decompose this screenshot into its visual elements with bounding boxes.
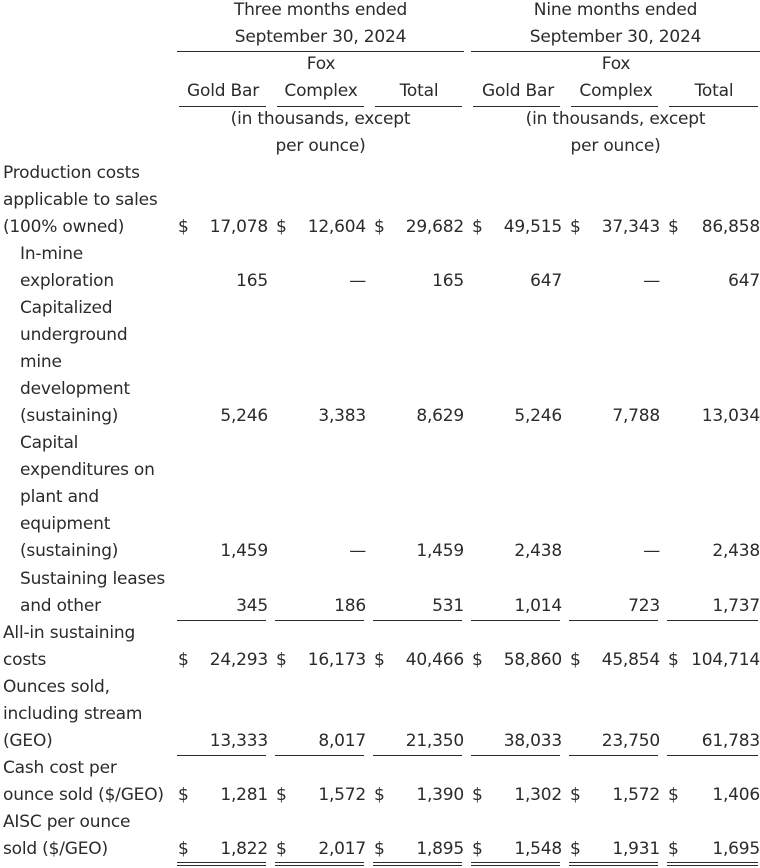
cell-value: 345 — [236, 596, 268, 616]
cell-value: — — [643, 271, 660, 291]
column-header-top: Fox — [601, 54, 631, 74]
row-label: All-in sustaining — [3, 623, 136, 643]
row-label: mine — [20, 352, 62, 372]
currency-symbol: $ — [374, 650, 385, 670]
currency-symbol: $ — [276, 839, 287, 859]
column-header: Total — [694, 81, 734, 101]
column-header: Gold Bar — [482, 81, 554, 101]
subtotal-rule — [471, 755, 560, 756]
period-heading-line1: Three months ended — [233, 0, 408, 20]
row-label: including stream — [3, 704, 143, 724]
cell-value: 165 — [432, 271, 464, 291]
currency-symbol: $ — [178, 217, 189, 237]
subtotal-rule — [275, 755, 364, 756]
cell-value: 1,459 — [416, 541, 464, 561]
column-header-top: Fox — [306, 54, 336, 74]
column-header: Total — [399, 81, 439, 101]
period-heading-line1: Nine months ended — [533, 0, 698, 20]
row-label: (sustaining) — [20, 406, 119, 426]
subtotal-rule — [373, 755, 462, 756]
subtotal-rule — [177, 620, 266, 621]
row-label: ounce sold ($/GEO) — [3, 785, 164, 805]
cell-value: 17,078 — [209, 217, 268, 237]
cell-value: 58,860 — [503, 650, 562, 670]
cell-value: 2,017 — [318, 839, 366, 859]
subtotal-rule — [471, 620, 560, 621]
cell-value: 29,682 — [405, 217, 464, 237]
cell-value: 13,333 — [209, 731, 268, 751]
row-label: expenditures on — [20, 460, 155, 480]
subtotal-rule — [569, 755, 658, 756]
total-double-rule — [373, 862, 462, 866]
cell-value: 38,033 — [503, 731, 562, 751]
row-label: and other — [20, 596, 101, 616]
subtotal-rule — [569, 620, 658, 621]
cell-value: 86,858 — [701, 217, 760, 237]
row-label: applicable to sales — [3, 190, 158, 210]
currency-symbol: $ — [276, 217, 287, 237]
cell-value: 1,548 — [514, 839, 562, 859]
cell-value: 5,246 — [220, 406, 268, 426]
cell-value: 531 — [432, 596, 464, 616]
currency-symbol: $ — [472, 839, 483, 859]
cell-value: 37,343 — [601, 217, 660, 237]
period-heading-line2: September 30, 2024 — [529, 27, 702, 47]
cell-value: 1,695 — [712, 839, 760, 859]
currency-symbol: $ — [178, 650, 189, 670]
cell-value: 1,931 — [612, 839, 660, 859]
row-label: equipment — [20, 514, 111, 534]
row-label: AISC per ounce — [3, 812, 131, 832]
currency-symbol: $ — [178, 839, 189, 859]
cell-value: 165 — [236, 271, 268, 291]
cell-value: 2,438 — [712, 541, 760, 561]
currency-symbol: $ — [570, 650, 581, 670]
total-double-rule — [471, 862, 560, 866]
currency-symbol: $ — [668, 217, 679, 237]
cell-value: 23,750 — [601, 731, 660, 751]
cell-value: 1,014 — [514, 596, 562, 616]
column-header: Complex — [284, 81, 358, 101]
cell-value: — — [349, 541, 366, 561]
subtotal-rule — [275, 620, 364, 621]
cell-value: 1,572 — [318, 785, 366, 805]
total-double-rule — [275, 862, 364, 866]
currency-symbol: $ — [374, 785, 385, 805]
subtotal-rule — [373, 620, 462, 621]
row-label: (GEO) — [3, 731, 53, 751]
cell-value: 12,604 — [307, 217, 366, 237]
cell-value: 1,302 — [514, 785, 562, 805]
cell-value: 5,246 — [514, 406, 562, 426]
cell-value: 1,390 — [416, 785, 464, 805]
total-double-rule — [569, 862, 658, 866]
currency-symbol: $ — [668, 785, 679, 805]
cell-value: — — [643, 541, 660, 561]
cell-value: 49,515 — [503, 217, 562, 237]
column-header: Complex — [579, 81, 653, 101]
subtotal-rule — [177, 755, 266, 756]
currency-symbol: $ — [570, 785, 581, 805]
subtotal-rule — [667, 755, 758, 756]
column-header: Gold Bar — [187, 81, 259, 101]
currency-symbol: $ — [276, 785, 287, 805]
cell-value: 1,406 — [712, 785, 760, 805]
cell-value: 24,293 — [209, 650, 268, 670]
currency-symbol: $ — [374, 839, 385, 859]
cell-value: 1,822 — [220, 839, 268, 859]
row-label: Capital — [20, 433, 79, 453]
currency-symbol: $ — [570, 839, 581, 859]
row-label: In-mine — [20, 244, 84, 264]
cell-value: 104,714 — [691, 650, 760, 670]
units-note-line2: per ounce) — [275, 136, 366, 156]
cell-value: 1,281 — [220, 785, 268, 805]
currency-symbol: $ — [570, 217, 581, 237]
cell-value: 40,466 — [405, 650, 464, 670]
cell-value: 8,017 — [318, 731, 366, 751]
currency-symbol: $ — [472, 217, 483, 237]
cell-value: 1,895 — [416, 839, 464, 859]
cell-value: 723 — [628, 596, 660, 616]
units-note-line2: per ounce) — [570, 136, 661, 156]
total-double-rule — [177, 862, 266, 866]
currency-symbol: $ — [668, 650, 679, 670]
cell-value: 1,459 — [220, 541, 268, 561]
row-label: plant and — [20, 487, 99, 507]
row-label: (sustaining) — [20, 541, 119, 561]
row-label: sold ($/GEO) — [3, 839, 108, 859]
cell-value: 61,783 — [701, 731, 760, 751]
cell-value: 647 — [728, 271, 760, 291]
row-label: exploration — [20, 271, 114, 291]
units-note-line1: (in thousands, except — [230, 109, 411, 129]
cell-value: 8,629 — [416, 406, 464, 426]
units-note-line1: (in thousands, except — [525, 109, 706, 129]
cell-value: 13,034 — [701, 406, 760, 426]
currency-symbol: $ — [472, 785, 483, 805]
row-label: costs — [3, 650, 47, 670]
row-label: Capitalized — [20, 298, 113, 318]
row-label: (100% owned) — [3, 217, 125, 237]
row-label: underground — [20, 325, 128, 345]
currency-symbol: $ — [276, 650, 287, 670]
total-double-rule — [667, 862, 758, 866]
cell-value: 186 — [334, 596, 366, 616]
row-label: Production costs — [3, 163, 140, 183]
cell-value: 3,383 — [318, 406, 366, 426]
currency-symbol: $ — [374, 217, 385, 237]
currency-symbol: $ — [472, 650, 483, 670]
cell-value: 45,854 — [601, 650, 660, 670]
cell-value: 1,572 — [612, 785, 660, 805]
row-label: development — [20, 379, 130, 399]
currency-symbol: $ — [178, 785, 189, 805]
cell-value: 16,173 — [307, 650, 366, 670]
cell-value: — — [349, 271, 366, 291]
currency-symbol: $ — [668, 839, 679, 859]
cell-value: 21,350 — [405, 731, 464, 751]
cell-value: 1,737 — [712, 596, 760, 616]
row-label: Cash cost per — [3, 758, 117, 778]
cell-value: 7,788 — [612, 406, 660, 426]
row-label: Ounces sold, — [3, 677, 110, 697]
row-label: Sustaining leases — [20, 569, 166, 589]
period-heading-line2: September 30, 2024 — [234, 27, 407, 47]
cell-value: 2,438 — [514, 541, 562, 561]
subtotal-rule — [667, 620, 758, 621]
cell-value: 647 — [530, 271, 562, 291]
